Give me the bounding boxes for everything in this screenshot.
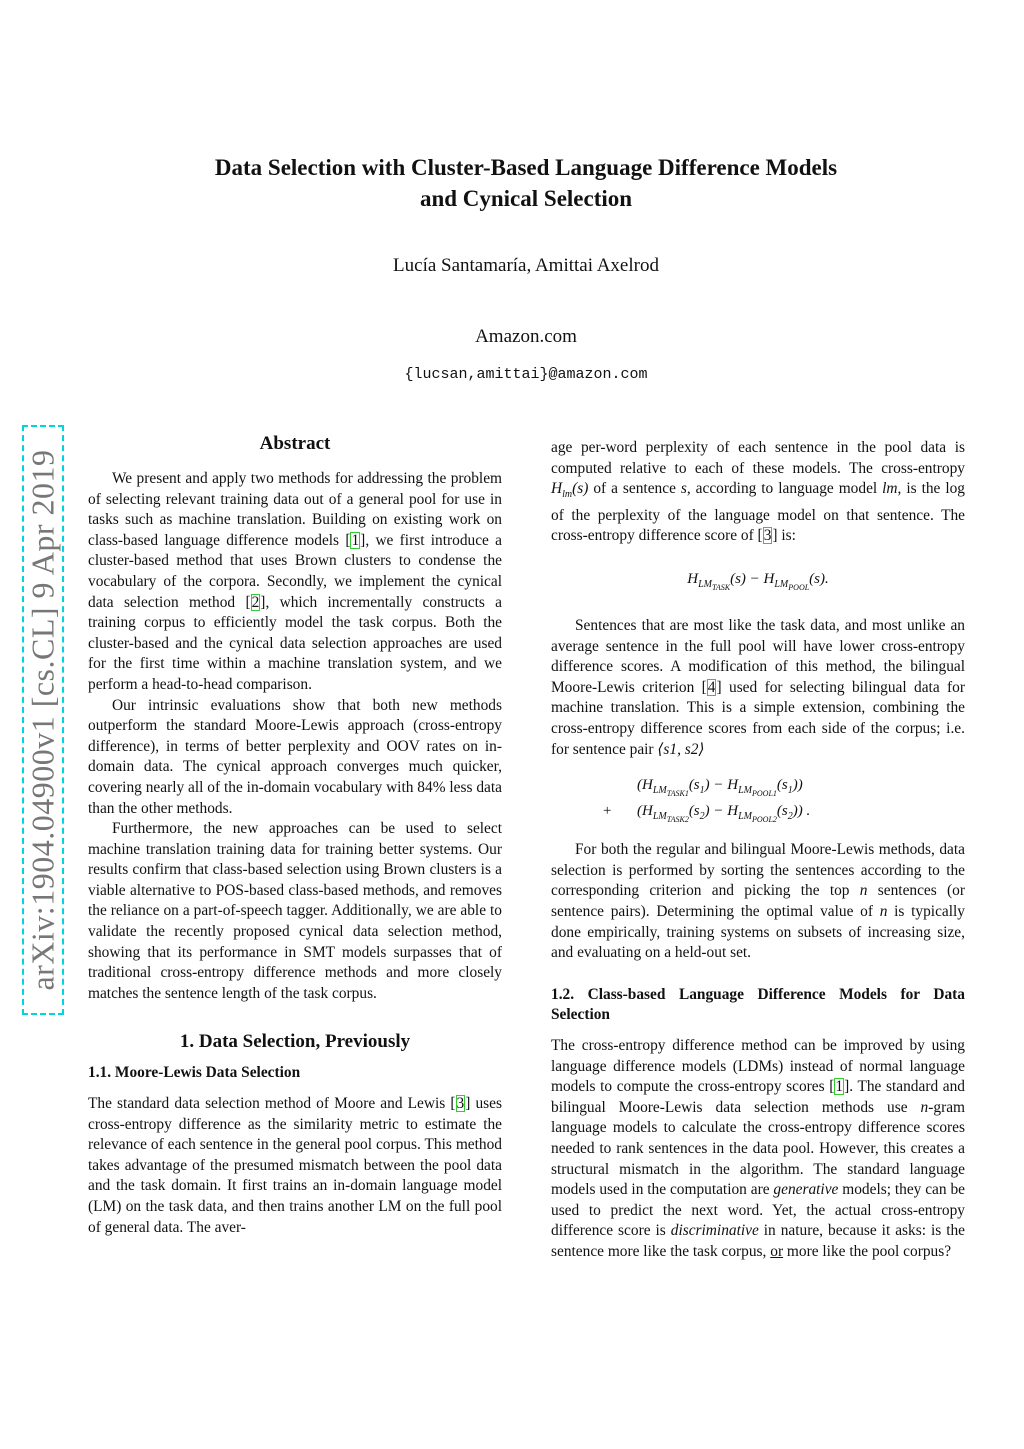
arxiv-stamp[interactable] bbox=[22, 425, 64, 1015]
subsection-1-1-paragraph-3: For both the regular and bilingual Moore-Lewis methods, data selection is performed by sorting the sentences according to the corresponding criterion and picking the top n sentences (or sentence pairs). Determining the optimal value of n is typically done empirically, training systems on subsets of increasing size, and evaluating on a held-out set. bbox=[551, 841, 965, 962]
section-1-heading: 1. Data Selection, Previously bbox=[179, 1031, 411, 1053]
citation-link[interactable]: 3 bbox=[456, 1095, 465, 1113]
arxiv-stamp-text: arXiv:1904.04900v1 [cs.CL] 9 Apr 2019 bbox=[24, 449, 61, 991]
abstract-paragraph-1: We present and apply two methods for addressing the problem of selecting relevant training data out of a general pool for use in tasks such as machine translation. Building on existing work on class-based language difference models [1], we first introduce a cluster-based method that uses Brown clusters to condense the vocabulary of the corpora. Secondly, we implement the cynical data selection method [2], which incrementally constructs a training corpus to efficiently model the task corpus. Both the cluster-based and the cynical data selection approaches are used for the first time within a machine translation system, and we perform a head-to-head comparison. bbox=[88, 470, 503, 693]
citation-link[interactable]: 1 bbox=[351, 531, 360, 549]
equation-1: $H_{LM_{TASK}}(s) - H_{LM_{POOL}}(s)$. bbox=[687, 571, 829, 593]
citation-link[interactable]: 1 bbox=[835, 1078, 844, 1096]
subsection-1-1-paragraph-2: Sentences that are most like the task data, and most unlike an average sentence in the full pool will have lower cross-entropy difference scores. A modification of this method, the bilingual Moore-Lewis criterion [4] used for selecting bilingual data for machine translation. This is a simple extension, combining the cross-entropy difference scores from each side of the corpus; i.e. for sentence pair ⟨s1, s2⟩ bbox=[551, 617, 965, 758]
citation-link[interactable]: 3 bbox=[763, 527, 772, 545]
right-column bbox=[551, 438, 965, 1262]
affiliation: Amazon.com bbox=[475, 326, 577, 347]
math-sentence-pair: ⟨s1, s2⟩ bbox=[657, 740, 705, 758]
abstract-paragraph-2: Our intrinsic evaluations show that both new methods outperform the standard Moore-Lewis approach (cross-entropy difference), in terms of better perplexity and OOV rates on in-domain data. The cynical approach converges much quicker, covering nearly all of the in-domain vocabulary with 84% less data than the other methods. bbox=[88, 696, 502, 817]
subsection-1-1-heading: 1.1. Moore-Lewis Data Selection bbox=[88, 1064, 301, 1082]
subsection-1-1-paragraph-1-continued: age per-word perplexity of each sentence in the pool data is computed relative to each of these models. The cross-entropy $H_{lm}(s)$ of a sentence s, according to language model lm, is the log of the perplexity of the language model on that sentence. The cross-entropy difference score of [3] is: bbox=[551, 439, 965, 545]
left-column bbox=[88, 432, 502, 1238]
title-line-2: and Cynical Selection bbox=[419, 186, 633, 211]
subsection-1-1-paragraph-1: The standard data selection method of Moore and Lewis [3] uses cross-entropy difference as the similarity metric to estimate the relevance of each sentence in the general pool corpus. This method takes advantage of the presumed mismatch between the pool data and the task domain. It first trains an in-domain language model (LM) on the task data, and then trains another LM on the full pool of general data. The aver- bbox=[88, 1095, 502, 1236]
math-cross-entropy: $H_{lm}(s)$ bbox=[551, 480, 589, 501]
citation-link[interactable]: 2 bbox=[251, 593, 260, 611]
email: {lucsan,amittai}@amazon.com bbox=[404, 366, 648, 383]
abstract-paragraph-3: Furthermore, the new approaches can be used to select machine translation training data for training better systems. Our results confirm that class-based selection using Brown clusters is a viable alternative to POS-based class-based methods, and removes the reliance on a part-of-speech tagger. Additionally, we are able to validate the recently proposed cynical data selection method, showing that its performance in SMT models surpasses that of traditional cross-entropy difference methods and more closely matches the sentence length of the task corpus. bbox=[88, 820, 502, 1002]
abstract-heading: Abstract bbox=[259, 433, 331, 454]
subsection-1-2-heading: 1.2. Class-based Language Difference Models for Data Selection bbox=[551, 985, 965, 1024]
citation-link[interactable]: 4 bbox=[707, 678, 716, 696]
subsection-1-2-paragraph-1: The cross-entropy difference method can be improved by using language difference models (LDMs) instead of normal language models to compute the cross-entropy scores [1]. The standard and bilingual Moore-Lewis data selection methods use n-gram language models to calculate the cross-entropy difference scores needed to rank sentences in the data pool. However, this creates a structural mismatch in the algorithm. The standard language models used in the computation are generative models; they can be used to predict the next word. Yet, the actual cross-entropy difference score is discriminative in nature, because it asks: is the sentence more like the task corpus, or more like the pool corpus? bbox=[551, 1036, 966, 1260]
equation-2: $(H_{LM_{TASK1}}(s_1) - H_{LM_{POOL1}}(s_1))$ + $(H_{LM_{TASK2}}(s_2) - H_{LM_{POOL2}}(s_2))$ . bbox=[603, 777, 811, 825]
title-line-1: Data Selection with Cluster-Based Language Difference Models bbox=[214, 155, 838, 180]
authors: Lucía Santamaría, Amittai Axelrod bbox=[393, 255, 659, 276]
paper-title bbox=[100, 152, 952, 214]
